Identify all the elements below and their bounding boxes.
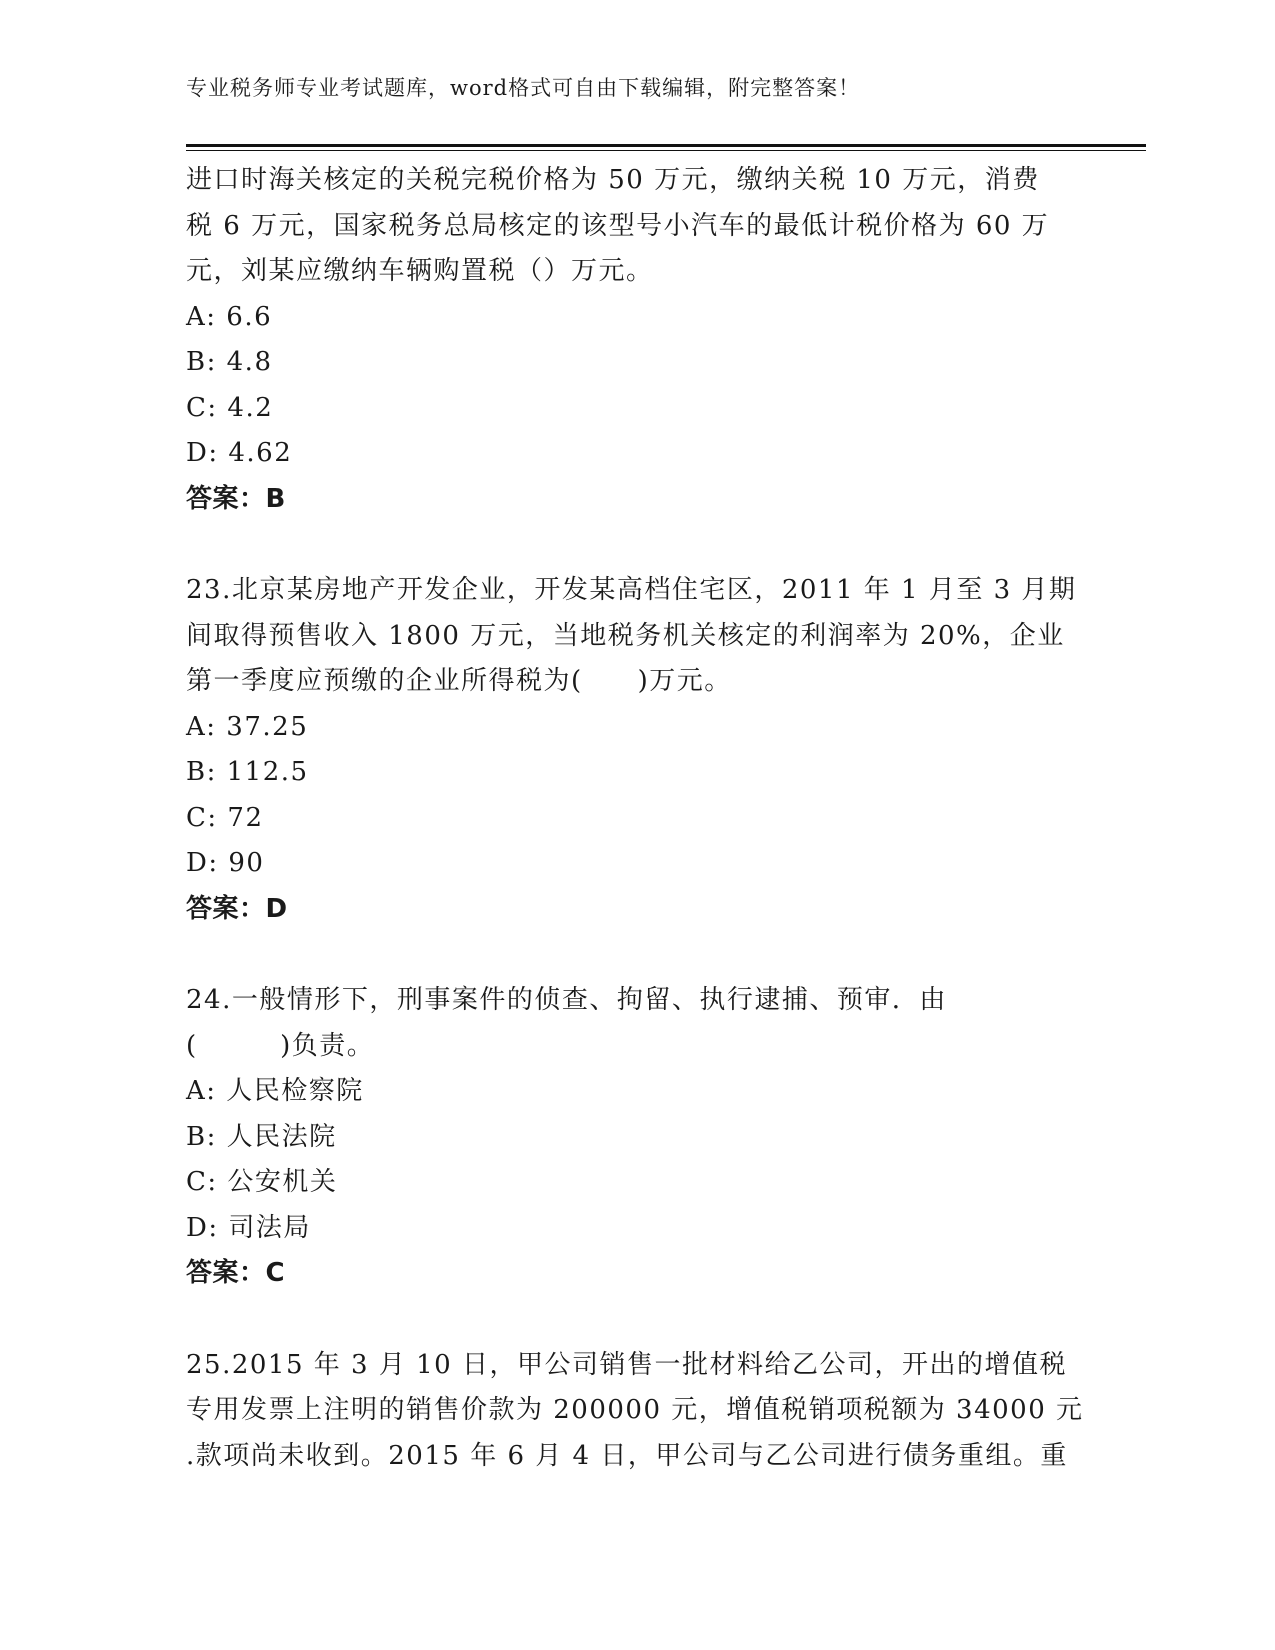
header-rule-thin bbox=[186, 150, 1146, 151]
answer-line: 答案：C bbox=[186, 1258, 286, 1288]
page-header: 专业税务师专业考试题库，word格式可自由下载编辑，附完整答案！ bbox=[186, 76, 861, 100]
answer-line: 答案：D bbox=[186, 893, 288, 924]
question-stem-line: 23.北京某房地产开发企业，开发某高档住宅区，2011 年 1 月至 3 月期 bbox=[186, 575, 1077, 605]
option-d: D: 司法局 bbox=[186, 1212, 311, 1243]
option-c: C: 72 bbox=[186, 802, 264, 833]
question-stem-line: 25.2015 年 3 月 10 日，甲公司销售一批材料给乙公司，开出的增值税 bbox=[186, 1349, 1067, 1380]
question-stem-line: 元，刘某应缴纳车辆购置税（）万元。 bbox=[186, 256, 654, 286]
question-stem-line: ( )负责。 bbox=[186, 1030, 375, 1061]
option-a: A: 人民检察院 bbox=[186, 1076, 364, 1106]
question-stem-line: 进口时海关核定的关税完税价格为 50 万元，缴纳关税 10 万元，消费 bbox=[186, 165, 1040, 195]
option-a: A: 37.25 bbox=[186, 711, 309, 742]
spacer bbox=[186, 1297, 1086, 1343]
question-stem-line: 专用发票上注明的销售价款为 200000 元，增值税销项税额为 34000 元 bbox=[186, 1395, 1084, 1425]
option-b: B: 人民法院 bbox=[186, 1121, 337, 1152]
option-c: C: 公安机关 bbox=[186, 1167, 338, 1197]
option-d: D: 4.62 bbox=[186, 438, 293, 468]
question-stem-line: 24.一般情形下，刑事案件的侦查、拘留、执行逮捕、预审．由 bbox=[186, 985, 947, 1015]
spacer bbox=[186, 522, 1086, 568]
spacer bbox=[186, 932, 1086, 978]
question-22 bbox=[186, 158, 1086, 522]
question-stem-line: 税 6 万元，国家税务总局核定的该型号小汽车的最低计税价格为 60 万 bbox=[186, 210, 1050, 241]
option-b: B: 4.8 bbox=[186, 347, 273, 377]
question-24 bbox=[186, 978, 1086, 1297]
question-stem-line: .款项尚未收到。2015 年 6 月 4 日，甲公司与乙公司进行债务重组。重 bbox=[186, 1440, 1068, 1471]
question-stem-line: 第一季度应预缴的企业所得税为( )万元。 bbox=[186, 666, 732, 696]
answer-line: 答案：B bbox=[186, 483, 286, 514]
header-rule-thick bbox=[186, 144, 1146, 147]
document-body bbox=[186, 158, 1086, 1479]
option-b: B: 112.5 bbox=[186, 757, 309, 787]
question-25 bbox=[186, 1343, 1086, 1480]
question-stem-line: 间取得预售收入 1800 万元，当地税务机关核定的利润率为 20%，企业 bbox=[186, 620, 1065, 651]
option-a: A: 6.6 bbox=[186, 301, 273, 332]
option-d: D: 90 bbox=[186, 848, 265, 878]
option-c: C: 4.2 bbox=[186, 392, 274, 423]
question-23 bbox=[186, 568, 1086, 932]
